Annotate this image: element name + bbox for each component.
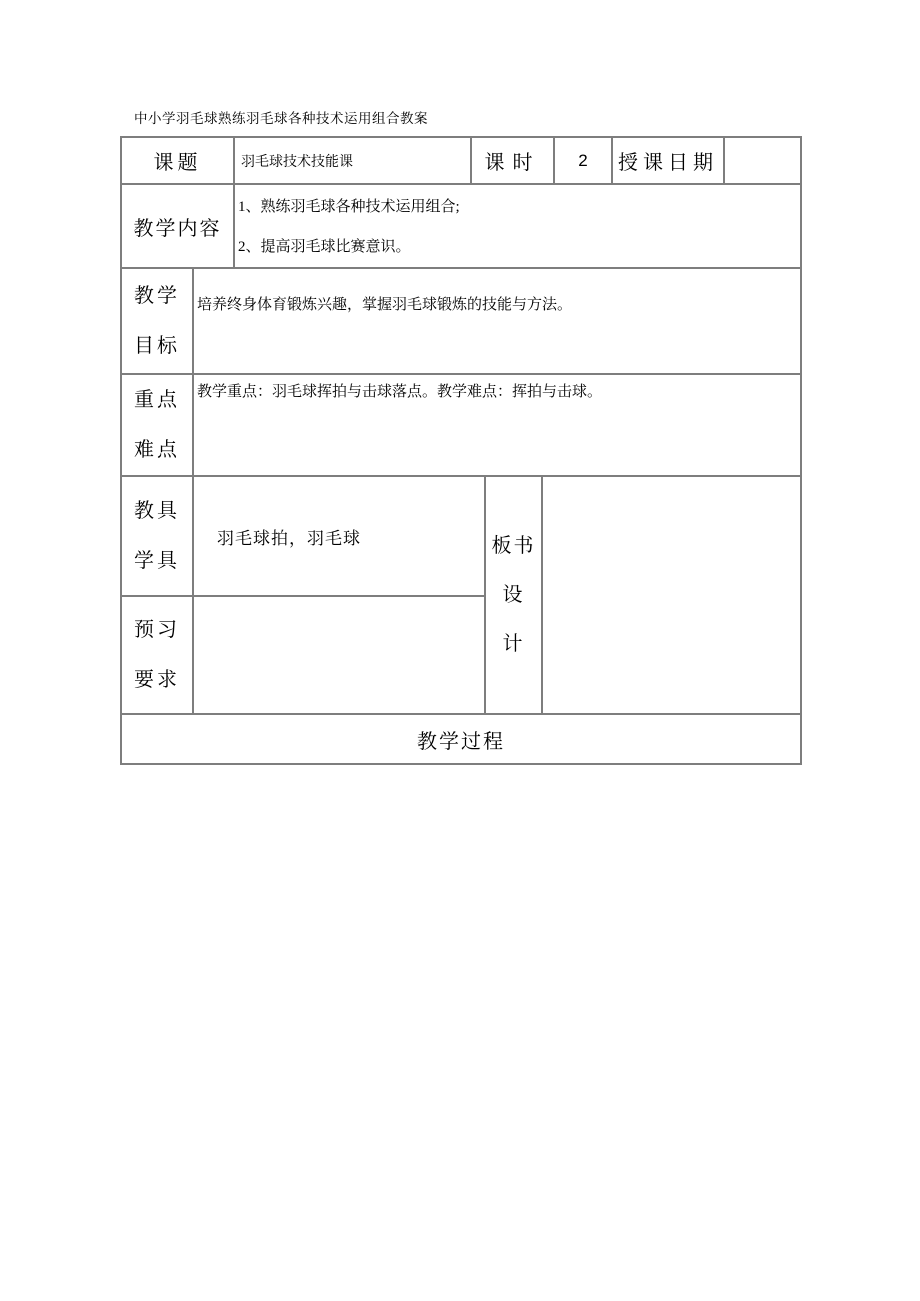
teaching-content-line1: 1、熟练羽毛球各种技术运用组合;	[238, 199, 460, 215]
preview-label-line2: 要求	[134, 669, 180, 691]
equipment-label-line1: 教具	[134, 500, 180, 522]
board-design-label-cell	[485, 476, 542, 714]
subject-label-cell: 课题	[121, 137, 234, 184]
table-row	[121, 374, 801, 476]
period-value-cell: 2	[554, 137, 612, 184]
period-label-cell: 课时	[471, 137, 554, 184]
key-difficulty-label-line1: 重点	[134, 389, 180, 411]
preview-label-cell	[121, 596, 193, 714]
document-title: 中小学羽毛球熟练羽毛球各种技术运用组合教案	[134, 111, 428, 126]
teaching-content-label-cell: 教学内容	[121, 184, 234, 268]
board-design-label-line3: 计	[502, 632, 525, 655]
teaching-process-cell: 教学过程	[121, 714, 801, 764]
preview-content-cell	[193, 596, 485, 714]
teaching-goal-label-cell	[121, 268, 193, 374]
board-design-label-line1: 板书	[491, 534, 536, 557]
lesson-plan-table	[120, 136, 802, 765]
preview-label-line1: 预习	[134, 619, 180, 641]
date-label-cell: 授课日期	[612, 137, 724, 184]
equipment-label-line2: 学具	[134, 550, 180, 572]
table-row	[121, 137, 801, 184]
teaching-goal-label-line1: 教学	[134, 285, 180, 307]
board-design-label-line2: 设	[502, 583, 525, 606]
date-value-cell	[724, 137, 801, 184]
teaching-content-cell	[234, 184, 801, 268]
subject-value-cell: 羽毛球技术技能课	[234, 137, 471, 184]
board-design-content-cell	[542, 476, 801, 714]
teaching-content-line2: 2、提高羽毛球比赛意识。	[238, 239, 411, 255]
teaching-goal-label-line2: 目标	[134, 335, 180, 357]
key-difficulty-label-cell	[121, 374, 193, 476]
key-difficulty-cell: 教学重点：羽毛球挥拍与击球落点。教学难点：挥拍与击球。	[193, 374, 801, 476]
teaching-goal-cell: 培养终身体育锻炼兴趣，掌握羽毛球锻炼的技能与方法。	[193, 268, 801, 374]
equipment-label-cell	[121, 476, 193, 596]
table-row	[121, 714, 801, 764]
table-row	[121, 184, 801, 268]
table-row	[121, 268, 801, 374]
key-difficulty-label-line2: 难点	[134, 439, 180, 461]
table-row	[121, 476, 801, 596]
equipment-cell: 羽毛球拍，羽毛球	[193, 476, 485, 596]
